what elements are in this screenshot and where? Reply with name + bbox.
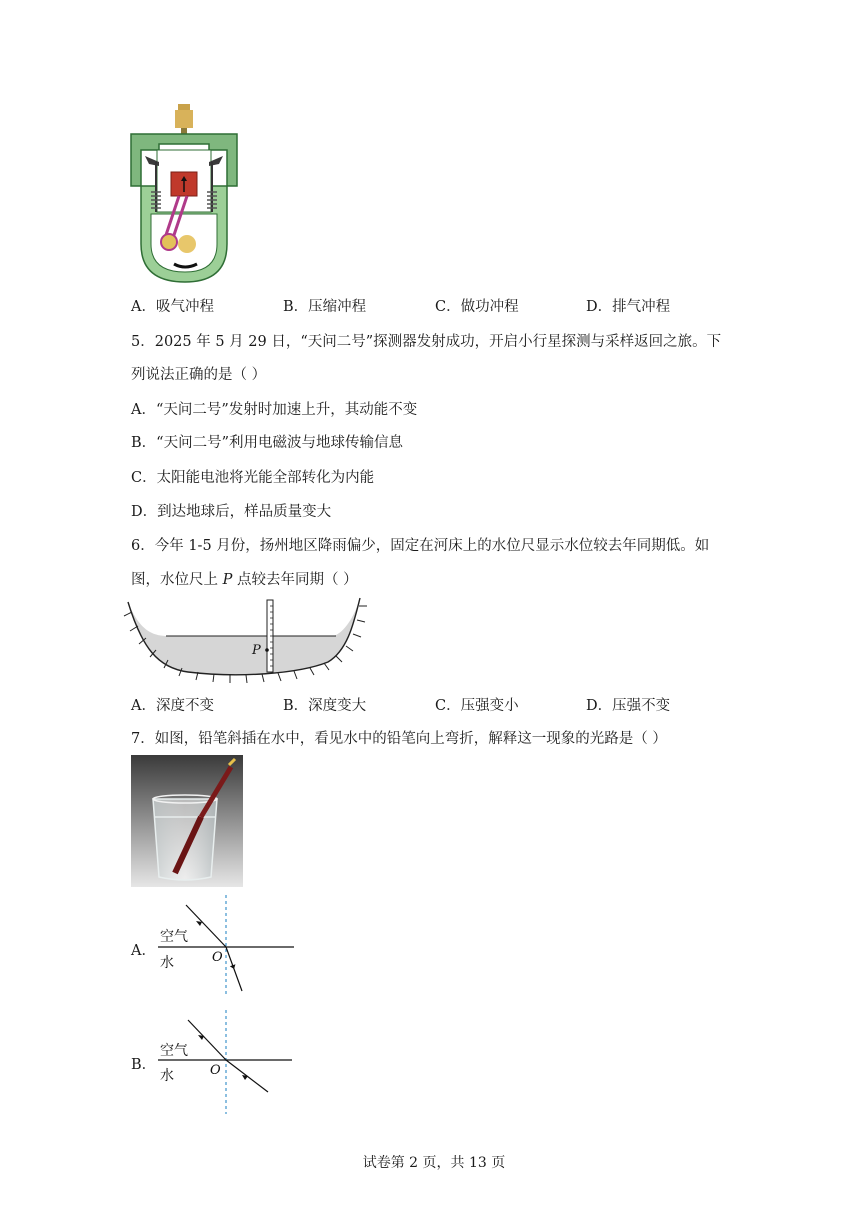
page-footer: 试卷第 2 页，共 13 页 <box>362 1155 506 1171</box>
q5-option-d[interactable]: D．到达地球后，样品质量变大 <box>131 504 332 520</box>
q6-option-d[interactable]: D．压强不变 <box>586 698 671 714</box>
q5-option-a[interactable]: A．“天问二号”发射时加速上升，其动能不变 <box>131 402 418 418</box>
pencil-in-water-photo <box>131 755 243 887</box>
q7-b-point-o: O <box>210 1063 221 1078</box>
q6-stem-text-a: 图，水位尺上 <box>131 572 223 588</box>
q6-point-p: P <box>222 572 233 588</box>
engine-diagram <box>129 104 241 286</box>
q6-stem-text-b: 点较去年同期（ ） <box>232 572 358 588</box>
q7-b-water-label: 水 <box>160 1068 174 1084</box>
gauge-point-label: P <box>252 643 261 658</box>
q7-b-air-label: 空气 <box>160 1043 188 1059</box>
q7-a-air-label: 空气 <box>160 929 188 945</box>
river-gauge-diagram <box>128 598 364 682</box>
q4-option-b[interactable]: B．压缩冲程 <box>283 299 367 315</box>
q5-option-c[interactable]: C．太阳能电池将光能全部转化为内能 <box>131 470 375 486</box>
q5-stem-line1: 5．2025 年 5 月 29 日，“天问二号”探测器发射成功，开启小行星探测与采样返回之旅。下 <box>131 334 722 350</box>
q4-option-a[interactable]: A．吸气冲程 <box>131 299 214 315</box>
q7-stem: 7．如图，铅笔斜插在水中，看见水中的铅笔向上弯折，解释这一现象的光路是（ ） <box>131 731 667 747</box>
q6-option-b[interactable]: B．深度变大 <box>283 698 367 714</box>
q7-option-a[interactable]: A． <box>131 943 156 959</box>
q7-option-b[interactable]: B． <box>131 1057 157 1073</box>
q7-a-point-o: O <box>212 950 223 965</box>
q6-stem-line2 <box>131 568 358 589</box>
q7-a-water-label: 水 <box>160 955 174 971</box>
q6-stem-line1: 6．今年 1-5 月份，扬州地区降雨偏少，固定在河床上的水位尺显示水位较去年同期低。如 <box>131 538 710 554</box>
q7-option-a-diagram[interactable] <box>158 895 298 997</box>
q7-option-b-diagram[interactable] <box>158 1010 298 1114</box>
q6-option-a[interactable]: A．深度不变 <box>131 698 214 714</box>
q4-option-c[interactable]: C．做功冲程 <box>435 299 519 315</box>
q5-option-b[interactable]: B．“天问二号”利用电磁波与地球传输信息 <box>131 435 403 451</box>
q4-option-d[interactable]: D．排气冲程 <box>586 299 671 315</box>
q5-stem-line2: 列说法正确的是（ ） <box>131 367 267 383</box>
q6-option-c[interactable]: C．压强变小 <box>435 698 519 714</box>
